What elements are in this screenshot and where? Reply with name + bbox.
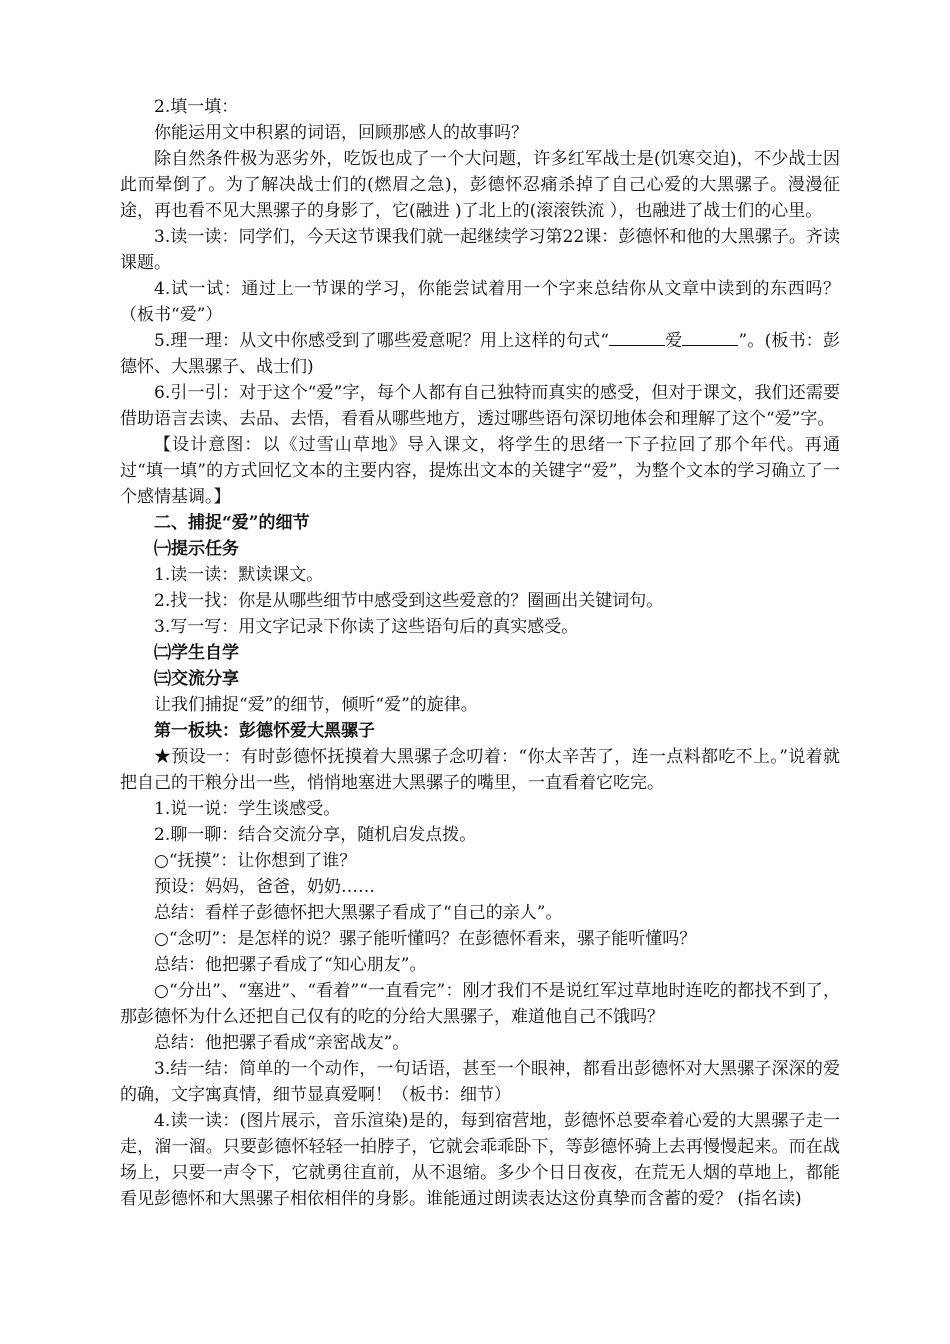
task-1: 1.读一读：默读课文。: [154, 565, 324, 585]
chat-guide: 2.聊一聊：结合交流分享，随机启发点拨。: [154, 825, 477, 845]
stroke-preset: 预设：妈妈，爸爸，奶奶……: [154, 877, 375, 897]
preset-1: ★预设一：有时彭德怀抚摸着大黑骡子念叨着：“你太辛苦了，连一点料都吃不上。”说着就把自己的干粮分出一些，悄悄地塞进大黑骡子的嘴里，一直看着它吃完。: [120, 747, 840, 793]
step-sort-part1: 5.理一理：从文中你感受到了哪些爱意呢？用上这样的句式“: [154, 331, 610, 351]
fill-story: 除自然条件极为恶劣外，吃饭也成了一个大问题，许多红军战士是(饥寒交迫)，不少战士因此而晕倒了。为了解决战士们的(燃眉之急)，彭德怀忍痛杀掉了自己心爱的大黑骡子。漫漫征途，再也看不见大黑骡子的身影了，它(融进 )了北上的(滚滚铁流 ），也融进了战士们的心里。: [120, 149, 840, 221]
stroke-summary: 总结：看样子彭德怀把大黑骡子看成了“自己的亲人”。: [154, 903, 563, 923]
blank-line-1: [609, 329, 665, 346]
subheading-self-study: ㈡学生自学: [154, 643, 239, 663]
fill-question: 你能运用文中积累的词语，回顾那感人的故事吗？: [154, 123, 528, 143]
subheading-share: ㈢交流分享: [154, 669, 239, 689]
share-intro: 让我们捕捉“爱”的细节，倾听“爱”的旋律。: [154, 695, 478, 715]
step-sort-part2: ”。(板书：彭德怀、大黑骡子、战士们): [120, 331, 840, 377]
step-sort: [120, 328, 840, 380]
nag-question: ○“念叨”：是怎样的说？骡子能听懂吗？在彭德怀看来，骡子能听懂吗？: [154, 929, 697, 949]
nag-summary: 总结：他把骡子看成了“知心朋友”。: [154, 955, 427, 975]
section-heading-2: 二、捕捉“爱”的细节: [154, 513, 310, 533]
step-fill-heading: 2.填一填：: [154, 97, 239, 117]
block-1-heading: 第一板块：彭德怀爱大黑骡子: [154, 721, 375, 741]
step-try: 4.试一试：通过上一节课的学习，你能尝试着用一个字来总结你从文章中读到的东西吗？（板书“爱”）: [120, 279, 840, 325]
blank-line-2: [682, 329, 738, 346]
subheading-task: ㈠提示任务: [154, 539, 239, 559]
step-sort-love: 爱: [665, 331, 683, 351]
read-aloud: 4.读一读：(图片展示，音乐渲染)是的，每到宿营地，彭德怀总要牵着心爱的大黑骡子走一走，溜一溜。只要彭德怀轻轻一拍脖子，它就会乖乖卧下，等彭德怀骑上去再慢慢起来。而在战场上，只要一声令下，它就勇往直前，从不退缩。多少个日日夜夜，在荒无人烟的草地上，都能看见彭德怀和大黑骡子相依相伴的身影。谁能通过朗读表达这份真挚而含蓄的爱？ (指名读): [120, 1111, 840, 1209]
task-2: 2.找一找：你是从哪些细节中感受到这些爱意的？圈画出关键词句。: [154, 591, 664, 611]
share-summary: 总结：他把骡子看成“亲密战友”。: [154, 1033, 410, 1053]
design-intent: 【设计意图：以《过雪山草地》导入课文，将学生的思绪一下子拉回了那个年代。再通过“填一填”的方式回忆文本的主要内容，提炼出文本的关键字“爱”，为整个文本的学习确立了一个感情基调。】: [120, 435, 840, 507]
share-question: ○“分出”、“塞进”、“看着”“一直看完”：刚才我们不是说红军过草地时连吃的都找不到了，那彭德怀为什么还把自己仅有的吃的分给大黑骡子，难道他自己不饿吗？: [120, 981, 840, 1027]
step-read: 3.读一读：同学们，今天这节课我们就一起继续学习第22课：彭德怀和他的大黑骡子。齐读课题。: [120, 227, 840, 273]
task-3: 3.写一写：用文字记录下你读了这些语句后的真实感受。: [154, 617, 579, 637]
conclusion: 3.结一结：简单的一个动作，一句话语，甚至一个眼神，都看出彭德怀对大黑骡子深深的爱的确，文字寓真情，细节显真爱啊！（板书：细节）: [120, 1059, 840, 1105]
stroke-question: ○“抚摸”：让你想到了谁？: [154, 851, 357, 871]
talk-feelings: 1.说一说：学生谈感受。: [154, 799, 341, 819]
step-guide: 6.引一引：对于这个“爱”字，每个人都有自己独特而真实的感受，但对于课文，我们还需要借助语言去读、去品、去悟，看看从哪些地方，透过哪些语句深切地体会和理解了这个“爱”字。: [120, 383, 840, 429]
